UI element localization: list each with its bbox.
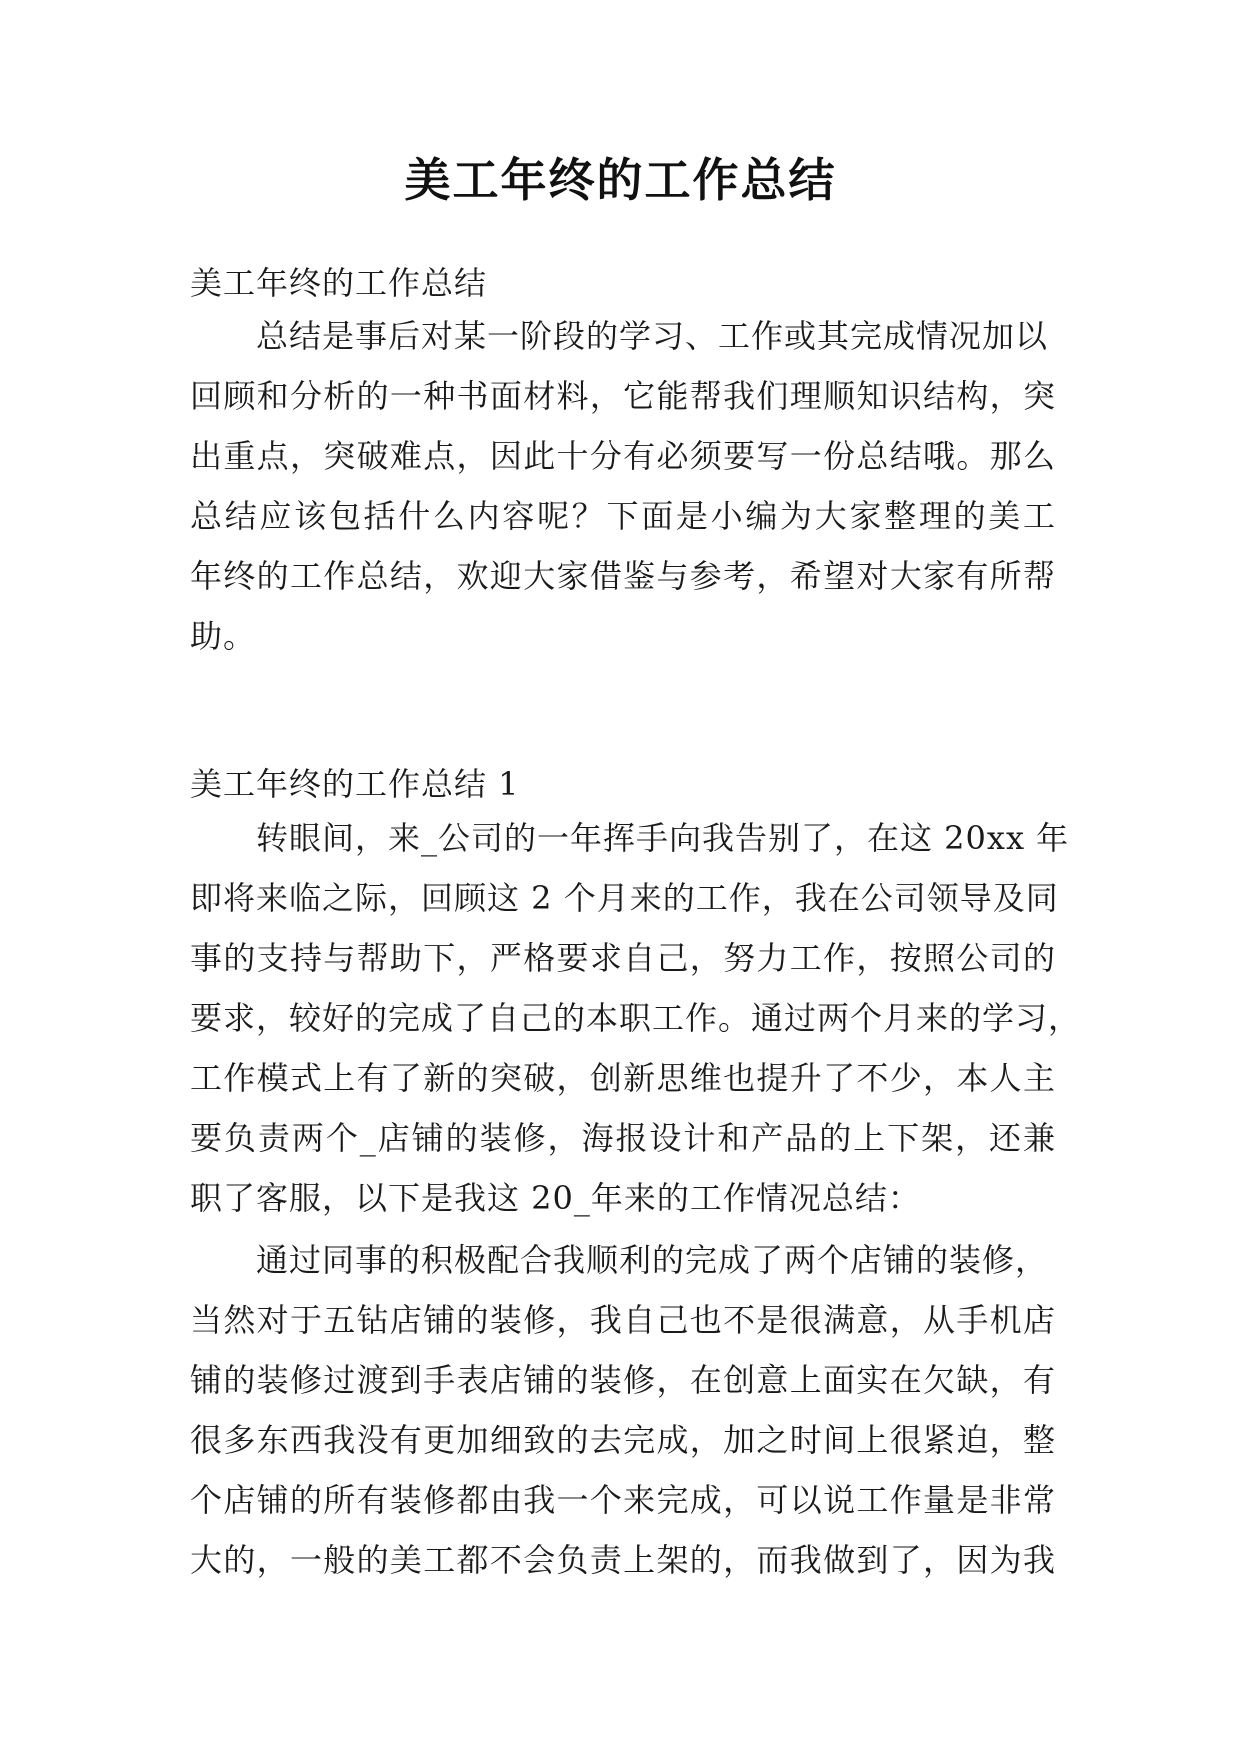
paragraph-line: 出重点，突破难点，因此十分有必须要写一份总结哦。那么: [190, 437, 1056, 475]
paragraph-line: 年终的工作总结，欢迎大家借鉴与参考，希望对大家有所帮: [190, 557, 1056, 595]
section1-paragraph-2: [190, 1230, 1056, 1590]
paragraph-line: 当然对于五钻店铺的装修，我自己也不是很满意，从手机店: [190, 1301, 1056, 1339]
paragraph-line: 总结应该包括什么内容呢？下面是小编为大家整理的美工: [190, 497, 1056, 535]
paragraph-line: 大的，一般的美工都不会负责上架的，而我做到了，因为我: [190, 1541, 1056, 1579]
paragraph-line: 即将来临之际，回顾这 2 个月来的工作，我在公司领导及同: [190, 879, 1059, 917]
paragraph-line: 回顾和分析的一种书面材料，它能帮我们理顺知识结构，突: [190, 377, 1056, 415]
intro-paragraph: [190, 306, 1056, 666]
paragraph-line: 事的支持与帮助下，严格要求自己，努力工作，按照公司的: [190, 939, 1056, 977]
document-title: 美工年终的工作总结: [404, 153, 837, 207]
paragraph-line: 助。: [190, 617, 257, 655]
paragraph-line: 转眼间，来_公司的一年挥手向我告别了，在这 20xx 年: [256, 819, 1070, 857]
paragraph-line: 通过同事的积极配合我顺利的完成了两个店铺的装修，: [256, 1241, 1049, 1279]
document-subtitle: [190, 253, 1056, 313]
paragraph-line: 要求，较好的完成了自己的本职工作。通过两个月来的学习，: [190, 999, 1082, 1037]
subtitle-text: 美工年终的工作总结: [190, 264, 488, 302]
paragraph-line: 职了客服，以下是我这 20_年来的工作情况总结：: [190, 1179, 921, 1217]
paragraph-line: 铺的装修过渡到手表店铺的装修，在创意上面实在欠缺，有: [190, 1361, 1056, 1399]
section1-paragraph-1: [190, 808, 1082, 1228]
paragraph-line: 工作模式上有了新的突破，创新思维也提升了不少，本人主: [190, 1059, 1056, 1097]
paragraph-line: 很多东西我没有更加细致的去完成，加之时间上很紧迫，整: [190, 1421, 1056, 1459]
section-heading: [190, 754, 1056, 814]
paragraph-line: 总结是事后对某一阶段的学习、工作或其完成情况加以: [256, 317, 1049, 355]
paragraph-line: 个店铺的所有装修都由我一个来完成，可以说工作量是非常: [190, 1481, 1056, 1519]
paragraph-line: 要负责两个_店铺的装修，海报设计和产品的上下架，还兼: [190, 1119, 1056, 1157]
section-heading-text: 美工年终的工作总结 1: [190, 765, 520, 803]
